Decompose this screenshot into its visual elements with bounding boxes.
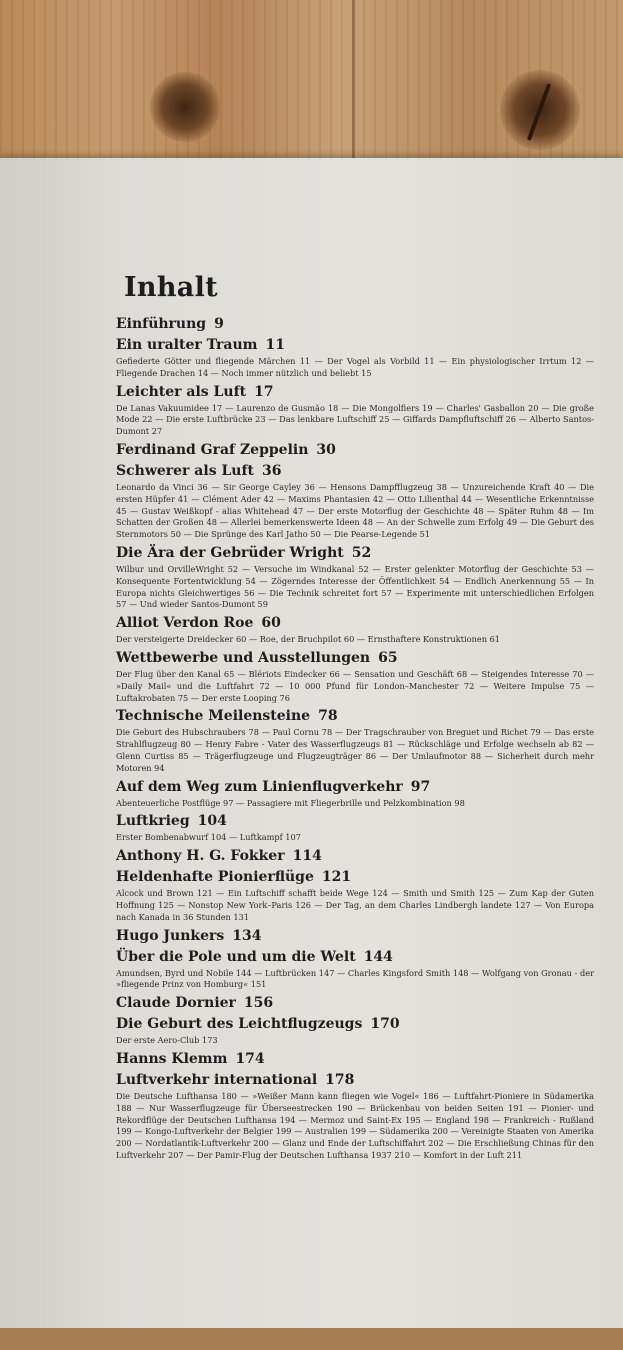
chapter-title: Die Geburt des Leichtflugzeugs [116, 1016, 363, 1033]
toc-entry [116, 868, 606, 923]
chapter-title: Claude Dornier [116, 995, 236, 1012]
toc-list [116, 315, 606, 1162]
chapter-heading [116, 383, 606, 402]
chapter-page-number: 121 [321, 869, 352, 886]
chapter-title: Leichter als Luft [116, 383, 247, 400]
chapter-title: Schwerer als Luft [116, 462, 254, 479]
toc-entry [116, 948, 606, 992]
table-edge [0, 1328, 623, 1350]
table-of-contents [116, 272, 606, 1165]
chapter-page-number: 178 [325, 1071, 355, 1088]
chapter-title: Hugo Junkers [116, 927, 225, 944]
chapter-page-number: 170 [370, 1016, 400, 1033]
chapter-subtopics: Wilbur und OrvilleWright 52 — Versuche im Windkanal 52 — Erster gelenkter Motorflug der Geschichte 53 — Konsequente Fortentwicklung 54 — Zögerndes Interesse der Öffentlichkeit 54 — Endlich Anerkennung 55 — In Europa nichts Gleichwertiges 56 — Die Technik schreitet fort 57 — Experimente mit unterschiedlichen Erfolgen 57 — Und wieder Santos-Dumont 59 [116, 563, 594, 610]
chapter-title: Ferdinand Graf Zeppelin [116, 441, 309, 458]
chapter-subtopics: Amundsen, Byrd und Nobile 144 — Luftbrücken 147 — Charles Kingsford Smith 148 — Wolfgang von Gronau - der »fliegende Prinz von Homburg« 151 [116, 967, 594, 990]
chapter-heading [116, 544, 606, 563]
chapter-title: Luftkrieg [116, 813, 190, 830]
chapter-heading [116, 847, 606, 866]
chapter-subtopics: Abenteuerliche Postflüge 97 — Passagiere mit Fliegerbrille und Pelzkombination 98 [116, 797, 465, 808]
chapter-title: Alliot Verdon Roe [116, 615, 254, 632]
toc-entry [116, 441, 606, 460]
chapter-title: Die Ära der Gebrüder Wright [116, 544, 344, 561]
chapter-page-number: 30 [316, 441, 336, 458]
chapter-page-number: 9 [214, 316, 224, 332]
chapter-heading [116, 812, 606, 831]
chapter-subtopics: Gefiederte Götter und fliegende Märchen 11 — Der Vogel als Vorbild 11 — Ein physiologischer Irrtum 12 — Fliegende Drachen 14 — Noch immer nützlich und beliebt 15 [116, 356, 594, 378]
chapter-heading [116, 649, 606, 668]
chapter-title: Wettbewerbe und Ausstellungen [116, 649, 371, 666]
chapter-heading [116, 707, 606, 726]
chapter-title: Technische Meilensteine [116, 708, 311, 725]
chapter-page-number: 114 [292, 848, 322, 865]
chapter-heading [116, 1050, 606, 1069]
toc-entry [116, 649, 606, 704]
chapter-title: Luftverkehr international [116, 1071, 318, 1088]
toc-entry [116, 1071, 606, 1162]
chapter-page-number: 65 [378, 649, 398, 666]
chapter-subtopics: Der erste Aero-Club 173 [116, 1035, 218, 1046]
chapter-heading [116, 1015, 606, 1034]
toc-entry [116, 544, 606, 611]
chapter-page-number: 144 [363, 948, 393, 965]
chapter-page-number: 156 [243, 995, 274, 1012]
chapter-page-number: 174 [235, 1050, 265, 1067]
toc-entry [116, 927, 606, 946]
toc-entry [116, 383, 606, 438]
chapter-heading [116, 614, 606, 633]
chapter-page-number: 36 [261, 462, 282, 479]
chapter-heading [116, 315, 606, 334]
chapter-page-number: 78 [318, 708, 338, 725]
toc-entry [116, 336, 606, 380]
chapter-subtopics: Der versteigerte Dreidecker 60 — Roe, der Bruchpilot 60 — Ernsthaftere Konstruktionen 61 [116, 634, 501, 645]
chapter-heading [116, 778, 606, 797]
chapter-subtopics: Der Flug über den Kanal 65 — Blériots Eindecker 66 — Sensation und Geschäft 68 — Steigendes Interesse 70 — »Daily Mail« und die Luftfahrt 72 — 10 000 Pfund für London–Manchester 72 — Weitere Impulse 75 — Luftakrobaten 75 — Der erste Looping 76 [116, 668, 594, 703]
chapter-page-number: 52 [351, 544, 372, 561]
chapter-subtopics: Alcock und Brown 121 — Ein Luftschiff schafft beide Wege 124 — Smith und Smith 125 — Zum Kap der Guten Hoffnung 125 — Nonstop New York–Paris 126 — Der Tag, an dem Charles Lindbergh landete 127 — Von Europa nach Kanada in 36 Stunden 131 [116, 888, 594, 922]
chapter-subtopics: Leonardo da Vinci 36 — Sir George Cayley 36 — Hensons Dampfflugzeug 38 — Unzureichende Kraft 40 — Die ersten Hüpfer 41 — Clément Ader 42 — Maxims Phantasien 42 — Otto Lilienthal 44 — Wesentliche Erkenntnisse 45 — Gustav Weißkopf - alias Whitehead 47 — Der erste Motorflug der Geschichte 48 — Später Ruhm 48 — Im Schatten der Großen 48 — Allerlei bemerkenswerte Ideen 48 — An der Schwelle zum Erfolg 49 — Die Geburt des Sternmotors 50 — Die Sprünge des Karl Jatho 50 — Die Pearse-Legende 51 [116, 481, 594, 540]
chapter-subtopics: Erster Bombenabwurf 104 — Luftkampf 107 [116, 832, 301, 843]
chapter-heading [116, 1071, 606, 1090]
chapter-page-number: 97 [410, 778, 431, 795]
plank-seam [352, 0, 355, 170]
chapter-title: Ein uralter Traum [116, 337, 258, 353]
chapter-page-number: 104 [197, 813, 227, 830]
chapter-subtopics: Die Deutsche Lufthansa 180 — »Weißer Mann kann fliegen wie Vogel« 186 — Luftfahrt-Pioniere in Südamerika 188 — Nur Wasserflugzeuge für Überseestrecken 190 — Brückenbau von beiden Seiten 191 — Pionier- und Rekordflüge der Deutschen Lufthansa 194 — Mermoz und Saint-Ex 195 — England 198 — Frankreich - Rußland 199 — Kongo-Luftverkehr der Belgier 199 — Australien 199 — Südamerika 200 — Vereinigte Staaten von Amerika 200 — Nordatlantik-Luftverkehr 200 — Glanz und Ende der Luftschiffahrt 202 — Die Erschließung Chinas für den Luftverkehr 207 — Der Pamir-Flug der Deutschen Lufthansa 1937 210 — Komfort in der Luft 211 [116, 1090, 594, 1160]
chapter-page-number: 11 [265, 337, 285, 353]
toc-entry [116, 1050, 606, 1069]
toc-entry [116, 812, 606, 844]
chapter-heading [116, 462, 606, 481]
chapter-page-number: 17 [254, 383, 274, 400]
chapter-heading [116, 441, 606, 460]
toc-entry [116, 707, 606, 774]
page-title: Inhalt [124, 272, 218, 303]
chapter-heading [116, 927, 606, 946]
chapter-heading [116, 948, 606, 967]
toc-entry [116, 778, 606, 810]
wood-knot [150, 72, 220, 142]
chapter-title: Anthony H. G. Fokker [116, 848, 285, 865]
chapter-title: Über die Pole und um die Welt [116, 948, 356, 965]
chapter-page-number: 60 [261, 615, 281, 632]
chapter-subtopics: Die Geburt des Hubschraubers 78 — Paul Cornu 78 — Der Tragschrauber von Breguet und Richet 79 — Das erste Strahlflugzeug 80 — Henry Fabre - Vater des Wasserflugzeugs 81 — Rückschläge und Erfolge wechseln ab 82 — Glenn Curtiss 85 — Trägerflugzeuge und Flugzeugträger 86 — Der Umlaufmotor 88 — Sicherheit durch mehr Motoren 94 [116, 727, 594, 773]
toc-entry [116, 315, 606, 334]
chapter-title: Hanns Klemm [116, 1050, 228, 1067]
chapter-heading [116, 336, 606, 355]
chapter-page-number: 134 [232, 927, 262, 944]
chapter-heading [116, 994, 606, 1013]
chapter-subtopics: De Lanas Vakuumidee 17 — Laurenzo de Gusmão 18 — Die Mongolfiers 19 — Charles' Gasballon 20 — Die große Mode 22 — Die erste Luftbrücke 23 — Das lenkbare Luftschiff 25 — Giffards Dampfluftschiff 26 — Alberto Santos-Dumont 27 [116, 402, 594, 437]
toc-entry [116, 994, 606, 1013]
chapter-heading [116, 868, 606, 887]
toc-entry [116, 614, 606, 646]
chapter-title: Heldenhafte Pionierflüge [116, 869, 314, 886]
toc-entry [116, 1015, 606, 1047]
chapter-title: Auf dem Weg zum Linienflugverkehr [116, 778, 403, 795]
chapter-title: Einführung [116, 316, 207, 332]
toc-entry [116, 462, 606, 541]
toc-entry [116, 847, 606, 866]
